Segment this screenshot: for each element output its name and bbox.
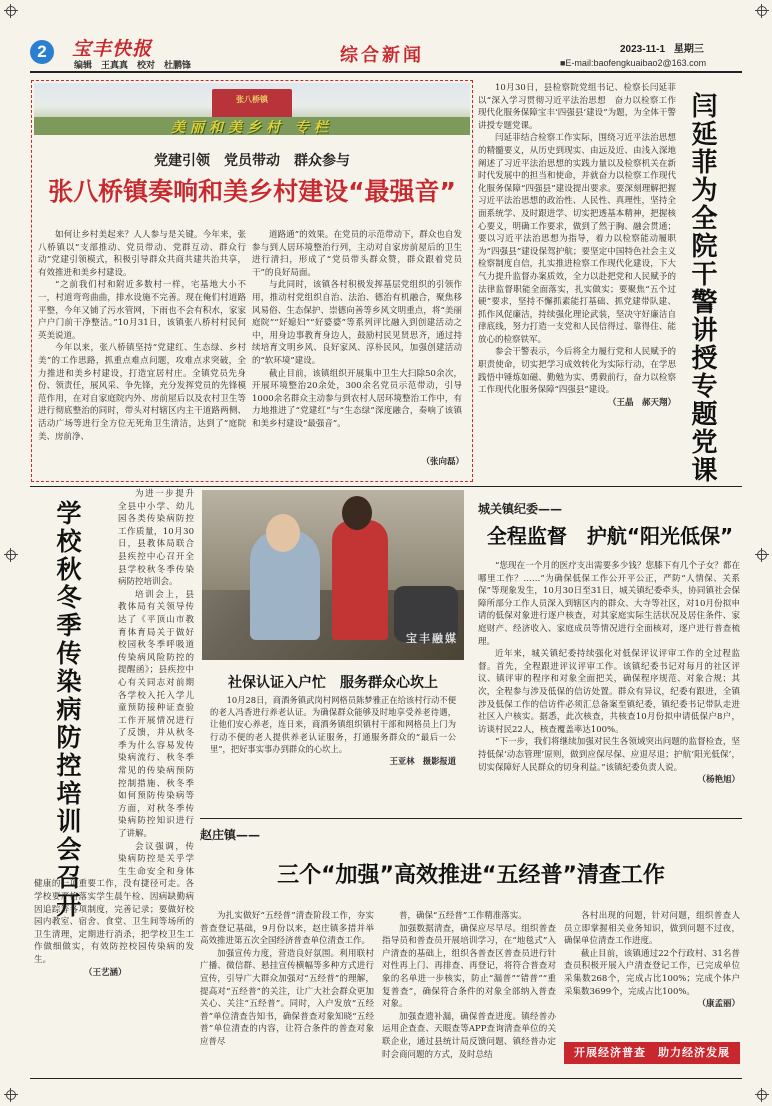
chengguan-kicker: 城关镇纪委——	[478, 502, 563, 516]
registration-mark	[4, 4, 18, 18]
paragraph: 培训会上，县教体局有关领导传达了《平顶山市教育体育局关于做好校园秋冬季呼吸道传染病风险防控的提醒函》；县疾控中心有关同志对前期各学校入托入学儿童预防接种证查验工作开展情况进行了反馈，并从秋冬季为什么容易发传染病流行、秋冬季常见的传染病预防控制措施、秋冬季如何预防传染病等方面，对秋冬季传染病防控知识进行了讲解。	[118, 589, 194, 840]
worker-head	[342, 496, 372, 530]
news-photo	[202, 490, 464, 660]
photo-caption-title: 社保认证入户忙 服务群众心坎上	[228, 675, 438, 691]
divider	[200, 818, 742, 819]
paragraph: 近年来，城关镇纪委持续强化对低保评议评审工作的全过程监督。首先，全程跟进评议评审工作。该镇纪委书记对每月的社区评议、镇评审的程序和对象全面把关，确保程序规范、对象合规；其次，全程参与涉及低保的信访处置。群众有异议，纪委有跟进，全镇涉及低保工作的信访件必须汇总备案至镇纪委，镇纪委书记带队走进社区入户核实。据悉，此次核查，共核查10月份拟申请低保户8户，访谈村民22人，核查覆盖率达100%。	[478, 649, 740, 735]
paragraph: 10月30日，县检察院党组书记、检察长闫延菲以“深入学习贯彻习近平法治思想 奋力以检察工作现代化服务保障宝丰‘四强县’建设”为题，为全体干警讲授专题党课。	[478, 83, 676, 131]
registration-mark	[755, 4, 769, 18]
chengguan-byline: （杨艳旭）	[697, 775, 740, 786]
paragraph: 普，确保“五经普”工作精准落实。	[399, 911, 527, 921]
paragraph: 会议强调，传染病防控是关乎学生生命安全和身体健康的一项重要工作，没有捷径可走。各学校要严格落实学生晨午检、因病缺勤病因追踪等各项制度，完善记录；要做好校园内教室、宿舍、食堂、卫生间等场所的卫生清理，定期进行消杀，把学校卫生工作做细做实，有效防控校园传染病的发生。	[34, 841, 194, 965]
editor-credits: 编辑 王真真 校对 杜鹏锋	[74, 60, 192, 70]
paragraph: 加强查遗补漏，确保普查进度。镇经普办运用企查查、天眼查等APP查询清查单位的关联企业，通过县统计局反馈问题、镇经普办定时会商问题的方式，及时总结	[382, 1011, 556, 1060]
headline-spacer	[34, 488, 118, 871]
procuratorate-body	[478, 82, 676, 409]
school-headline: 学校秋冬季传染病防控培训会召开	[53, 500, 82, 920]
divider	[30, 486, 742, 487]
procuratorate-headline: 闫延菲为全院干警讲授专题党课	[687, 92, 717, 484]
photo-byline: 王亚林 摄影报道	[389, 756, 456, 767]
paper-name-logo: 宝丰快报	[72, 38, 153, 60]
chengguan-headline: 全程监督 护航“阳光低保”	[486, 524, 734, 548]
registration-mark	[755, 1088, 769, 1102]
paragraph: “下一步，我们将继续加强对民生各领域突出问题的监督检查，坚持低保‘动态管理’原则，做到应保尽保、应退尽退；护航‘阳光低保’，切实保障好人民群众的切身利益。”该镇纪委负责人说。	[478, 737, 740, 773]
paragraph: 各村出现的问题，针对问题，组织普查人员立即掌握相关业务知识，做到问题不过夜，确保单位清查工作进度。	[564, 911, 740, 947]
census-slogan-banner: 开展经济普查 助力经济发展	[564, 1042, 740, 1064]
paragraph: 截止目前，该镇通过22个行政村、31名普查员积极开展入户清查登记工作，已完成单位采集数268个，完成占比100%；完成个体户采集数3699个，完成占比100%。	[564, 948, 740, 997]
paragraph: 10月28日，商酒务镇武岗村网格员陈梦雅正在给该村行动不便的老人冯香进行养老认证。为确保群众能够及时地享受养老待遇，让他们安心养老，连日来，商酒务镇组织镇村干部和网格员上门为行动不便的老人提供养老认证服务，打通服务群众的“最后一公里”，把好事实事办到群众的心坎上。	[210, 695, 456, 754]
lead-column-1	[38, 229, 246, 443]
banner-photo	[34, 83, 470, 135]
paragraph: 为扎实做好“五经普”清查阶段工作，夯实普查登记基础，9月份以来，赵庄镇多措并举高效推进第五次全国经济普查单位清查工作。	[200, 911, 374, 947]
weekday-text: 星期三	[673, 44, 704, 55]
paragraph: 与此同时，该镇各村积极发挥基层党组织的引领作用，推动村党组织自治、法治、德治有机融合，聚焦移风易俗、生态保护、崇德向善等乡风文明重点，将“美丽庭院”“好媳妇”“好婆婆”等系列评比融入到创建活动之中，用身边事教育身边人，鼓励村民见贤思齐，通过持续培育文明乡风、良好家风、淳朴民风，加强创建活动的“软环境”建设。	[252, 280, 462, 366]
school-body	[34, 488, 194, 979]
paragraph: 截止目前，该镇组织开展集中卫生大扫除50余次，开展环境整治20余处，300余名党员示范带动，引导1000余名群众主动参与到农村人居环境整治工作中，有力地推进了“党建红”与“生态绿”深度融合，奏响了该镇和美乡村建设“最强音”。	[252, 368, 462, 429]
contact-email: ■E-mail:baofengkuaibao2@163.com	[560, 58, 707, 68]
zhaozhuang-column-1	[200, 910, 374, 1049]
paragraph: 参会干警表示，今后将全力履行党和人民赋予的职责使命，切实把学习成效转化为实际行动，在学思践悟中锤炼如磁、勤勉为实、勇毅前行，奋力以检察工作现代化服务保障“四强县”建设。	[478, 347, 676, 396]
paragraph: 加强宣传力度，营造良好氛围。利用联村广播、微信群、悬挂宣传横幅等多种方式进行宣传，引导广大群众加强对“五经普”的理解，提高对“五经普”的关注，让广大社会群众更加关心、关注“五经普”。同时，入户发放“五经普”单位清查告知书，确保普查对象知晓“五经普”单位清查的内容，让符合条件的普查对象应普尽	[200, 948, 374, 1047]
registration-mark	[4, 1088, 18, 1102]
bottom-rule	[30, 1078, 742, 1079]
registration-mark	[4, 548, 18, 562]
chengguan-body	[478, 560, 740, 787]
zhaozhuang-kicker: 赵庄镇——	[200, 828, 261, 842]
column-banner-text: 美丽和美乡村 专栏	[171, 120, 333, 135]
issue-date	[620, 40, 704, 55]
zhaozhuang-column-3	[564, 910, 740, 1011]
masthead-rule	[30, 71, 742, 73]
photo-watermark: 宝丰融媒	[406, 632, 458, 645]
paragraph: “之前我们村和附近多数村一样，宅基地大小不一，村道弯弯曲曲，排水设施不完善。现在俺们村道路平整，今年又铺了污水管网，下雨也不会有积水，家家户户门前干净整洁。”10月31日，该镇张八桥村村民何英美说道。	[38, 280, 246, 341]
paragraph: 为进一步提升全县中小学、幼儿园各类传染病防控工作质量，10月30日，县教体局联合县疾控中心召开全县学校秋冬季传染病防控培训会。	[118, 489, 194, 588]
zhaozhuang-column-2	[382, 910, 556, 1061]
lead-column-2	[252, 229, 462, 431]
page-number-badge: 2	[30, 40, 54, 64]
photo-caption-text	[210, 694, 456, 767]
registration-mark	[755, 548, 769, 562]
paragraph: 如何让乡村美起来？人人参与是关键。今年来，张八桥镇以“支部推动、党员带动、党群互动、群众行动”党建引领模式，积极引导群众共商共建共治共享，有效推进和美乡村建设。	[38, 230, 246, 278]
zhaozhuang-byline: （康孟丽）	[697, 999, 740, 1010]
procuratorate-byline: （王晶 郝天翔）	[607, 397, 676, 408]
lead-byline: （张向磊）	[421, 457, 464, 467]
worker-person	[332, 520, 388, 640]
paragraph: 闫延菲结合检察工作实际，围绕习近平法治思想的精髓要义，从历史到现实、由远及近、由浅入深地阐述了习近平法治思想的实践力量以及检察机关在新时代发展中的担当和使命，并就奋力以检察工作现代化服务保障“四强县”建设提出要求。要深刻理解把握习近平法治思想的政治性、人民性、真理性，坚持全面系统学、及时跟进学、切实把透基本精神，把握核心要义，明确工作要求，做到了然于胸、融会贯通；要以习近平法治思想为指导，着力以检察能动履职为“四强县”建设保驾护航；要坚定中国特色社会主义检察制度自信，扎实推进检察工作现代化建设，下大气力提升监督办案质效，全力以赴把党和人民赋予的法律监督职能全面落实，扎实做实；要聚焦“五个过硬”要求，坚持不懈抓素能打基础、抓党建带队建、抓作风促廉洁，持续强化理论武装，坚决守好廉洁自律底线，努力打造一支党和人民信得过、靠得住、能放心的检察铁军。	[478, 133, 676, 345]
paragraph: 今年以来，张八桥镇坚持“党建红、生态绿、乡村美”的工作思路，抓重点难点问题，攻难点求突破，全力推进和美乡村建设，打造宜居村庄。全镇党员先身份、领责任，展风采、争先锋，充分发挥党员的先锋模范作用，在对自家庭院内外、房前屋后以及农村卫生等进行彻底整治的同时，带头对村辖区内主干道路两侧、活动广场等进行全方位无死角卫生清洁，达到了“庭院美、房前净、	[38, 343, 246, 442]
paragraph: 加强数据清查，确保应尽早尽。组织普查指导员和普查员开展培训学习，在“地毯式”入户清查的基础上，组织各普查区普查员进行针对性再上门、再排查、再登记，将符合普查对象的名单进一步核实，防止“漏普”“错普”“重复普查”，确保符合条件的对象全部纳入普查对象。	[382, 923, 556, 1010]
paragraph: 道路通”的效果。在党员的示范带动下，群众也自发参与到人居环境整治行列，主动对自家房前屋后的卫生进行清扫，形成了“党员带头群众赞，群众跟着党员干”的良好局面。	[252, 230, 462, 278]
gate-sign: 张八桥镇	[236, 95, 268, 104]
lead-headline: 张八桥镇奏响和美乡村建设“最强音”	[48, 177, 456, 206]
zhaozhuang-headline: 三个“加强”高效推进“五经普”清查工作	[277, 863, 665, 888]
elderly-head	[266, 514, 300, 552]
paragraph: “您现在一个月的医疗支出需要多少钱？您膝下有几个子女？都在哪里工作？……”为确保低保工作公开平公正，严防“人情保、关系保”等现象发生，10月30日至31日，城关镇纪委牵头，协同镇社会保障所部分工作人员深入到辖区内的群众、大寺等社区，对10月份拟申请的低保对象进行逐户核查，对其家庭实际生活状况及居住条件、家庭财产、经济收入、家庭成员等情况进行全面核对，逐户进行普查梳理。	[478, 561, 740, 647]
lead-kicker: 党建引领 党员带动 群众参与	[154, 153, 350, 169]
section-title: 综合新闻	[340, 45, 424, 66]
school-byline: （王艺涵）	[84, 967, 127, 978]
date-text: 2023-11-1	[620, 44, 666, 55]
